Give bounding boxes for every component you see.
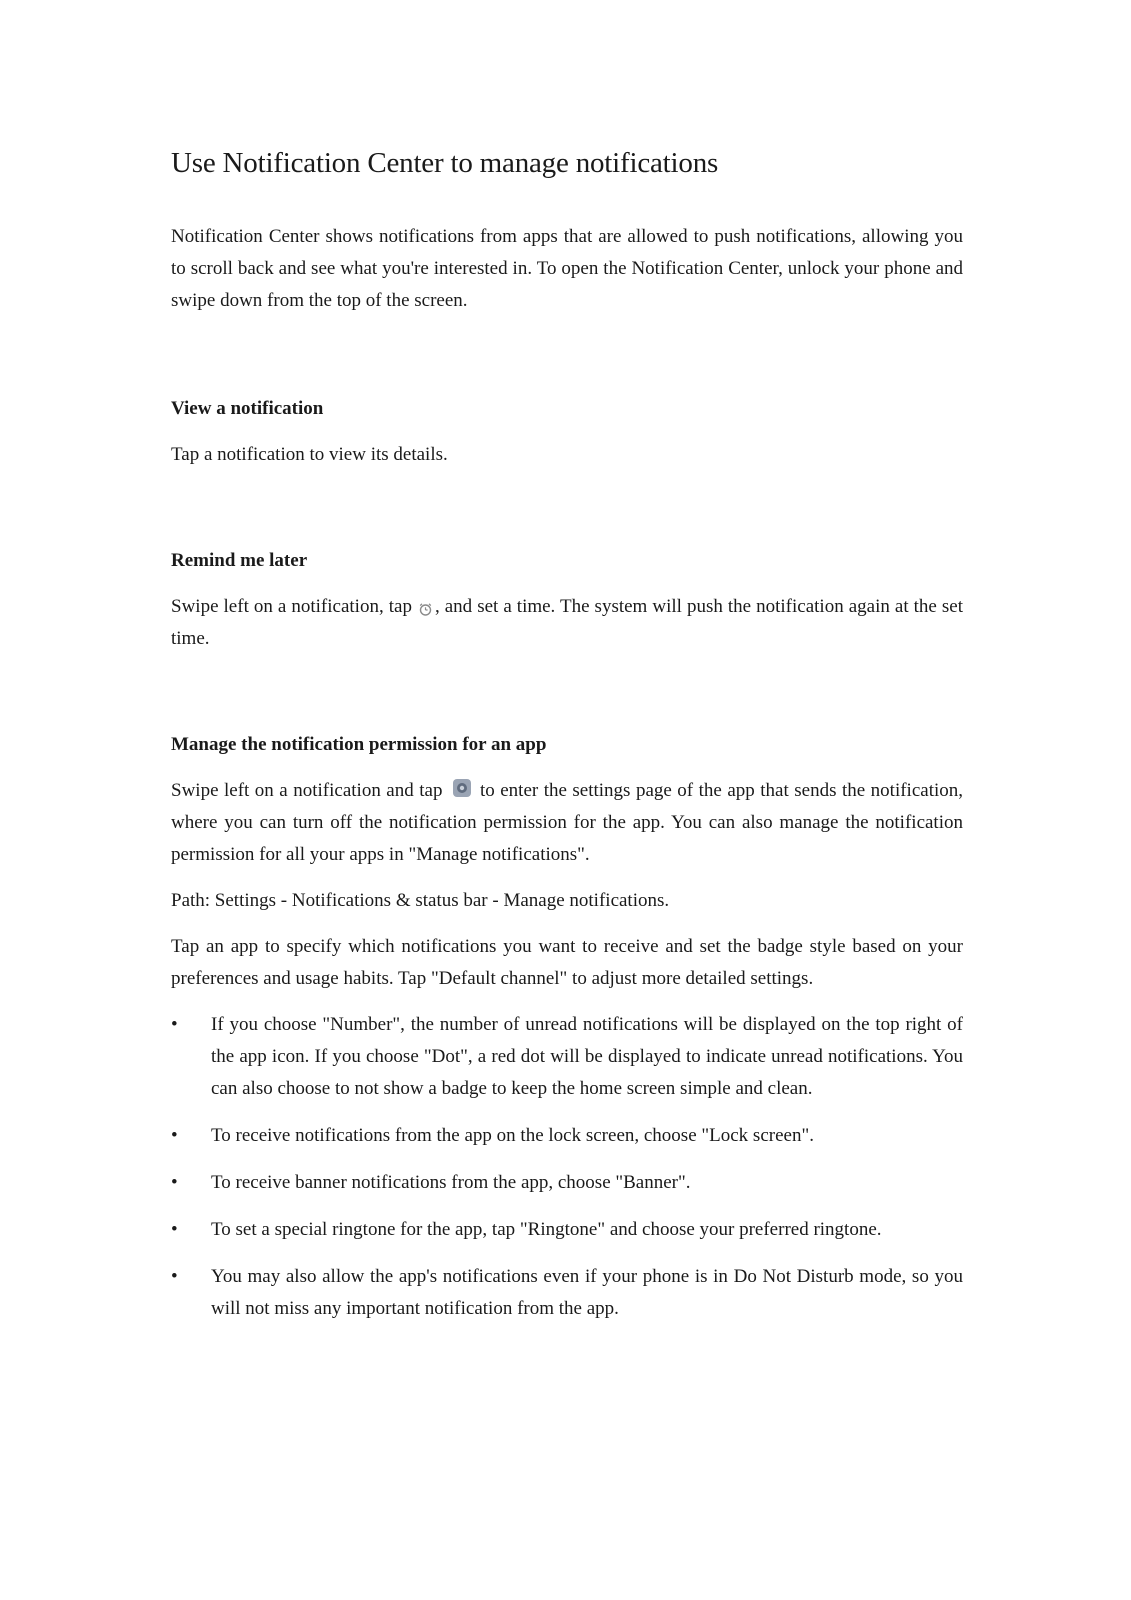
list-item-text: To receive notifications from the app on the lock screen, choose "Lock screen". xyxy=(211,1124,814,1146)
list-item-text: To set a special ringtone for the app, tap "Ringtone" and choose your preferred ringtone. xyxy=(211,1218,882,1240)
page-title: Use Notification Center to manage notifications xyxy=(171,147,719,179)
list-item-text: You may also allow the app's notifications even if your phone is in Do Not Disturb mode, so you will not miss any important notification from the app. xyxy=(211,1265,963,1319)
body-text-after-icon: , and set a time. The system will push the notification again at the set time. xyxy=(171,595,963,649)
list-item xyxy=(171,1214,963,1246)
gear-icon xyxy=(452,777,472,797)
section-manage-permission xyxy=(171,729,963,1325)
list-item xyxy=(171,1120,963,1152)
bullet-icon: • xyxy=(171,1171,178,1193)
settings-path: Path: Settings - Notifications & status bar - Manage notifications. xyxy=(171,889,670,911)
document-page xyxy=(171,146,963,1325)
section-body xyxy=(171,591,963,655)
section-body: Tap a notification to view its details. xyxy=(171,443,448,465)
body-text-before-icon: Swipe left on a notification and tap xyxy=(171,779,443,801)
list-item xyxy=(171,1009,963,1105)
section-heading: Manage the notification permission for an app xyxy=(171,733,547,755)
section-heading: View a notification xyxy=(171,397,324,419)
bullet-icon: • xyxy=(171,1265,178,1287)
body-text-after-icon: to enter the settings page of the app that sends the notification, where you can turn off the notification permission for the app. You can also manage the notification permission for all your apps in "Manage notifications". xyxy=(171,779,964,865)
list-item xyxy=(171,1167,963,1199)
bullet-icon: • xyxy=(171,1013,178,1035)
list-item xyxy=(171,1261,963,1325)
detail-paragraph: Tap an app to specify which notifications you want to receive and set the badge style based on your preferences and usage habits. Tap "Default channel" to adjust more detailed settings. xyxy=(171,935,963,989)
section-view-notification xyxy=(171,393,963,471)
section-heading: Remind me later xyxy=(171,549,308,571)
section-remind-me-later xyxy=(171,545,963,655)
section-body xyxy=(171,775,963,871)
options-list xyxy=(171,1009,963,1325)
list-item-text: If you choose "Number", the number of unread notifications will be displayed on the top right of the app icon. If you choose "Dot", a red dot will be displayed to indicate unread notifications. You can also choose to not show a badge to keep the home screen simple and clean. xyxy=(211,1013,963,1099)
list-item-text: To receive banner notifications from the app, choose "Banner". xyxy=(211,1171,691,1193)
snooze-clock-icon xyxy=(418,596,433,611)
intro-paragraph: Notification Center shows notifications from apps that are allowed to push notifications, allowing you to scroll back and see what you're interested in. To open the Notification Center, unlock your phone and swipe down from the top of the screen. xyxy=(171,225,963,311)
bullet-icon: • xyxy=(171,1218,178,1240)
body-text-before-icon: Swipe left on a notification, tap xyxy=(171,595,412,617)
bullet-icon: • xyxy=(171,1124,178,1146)
